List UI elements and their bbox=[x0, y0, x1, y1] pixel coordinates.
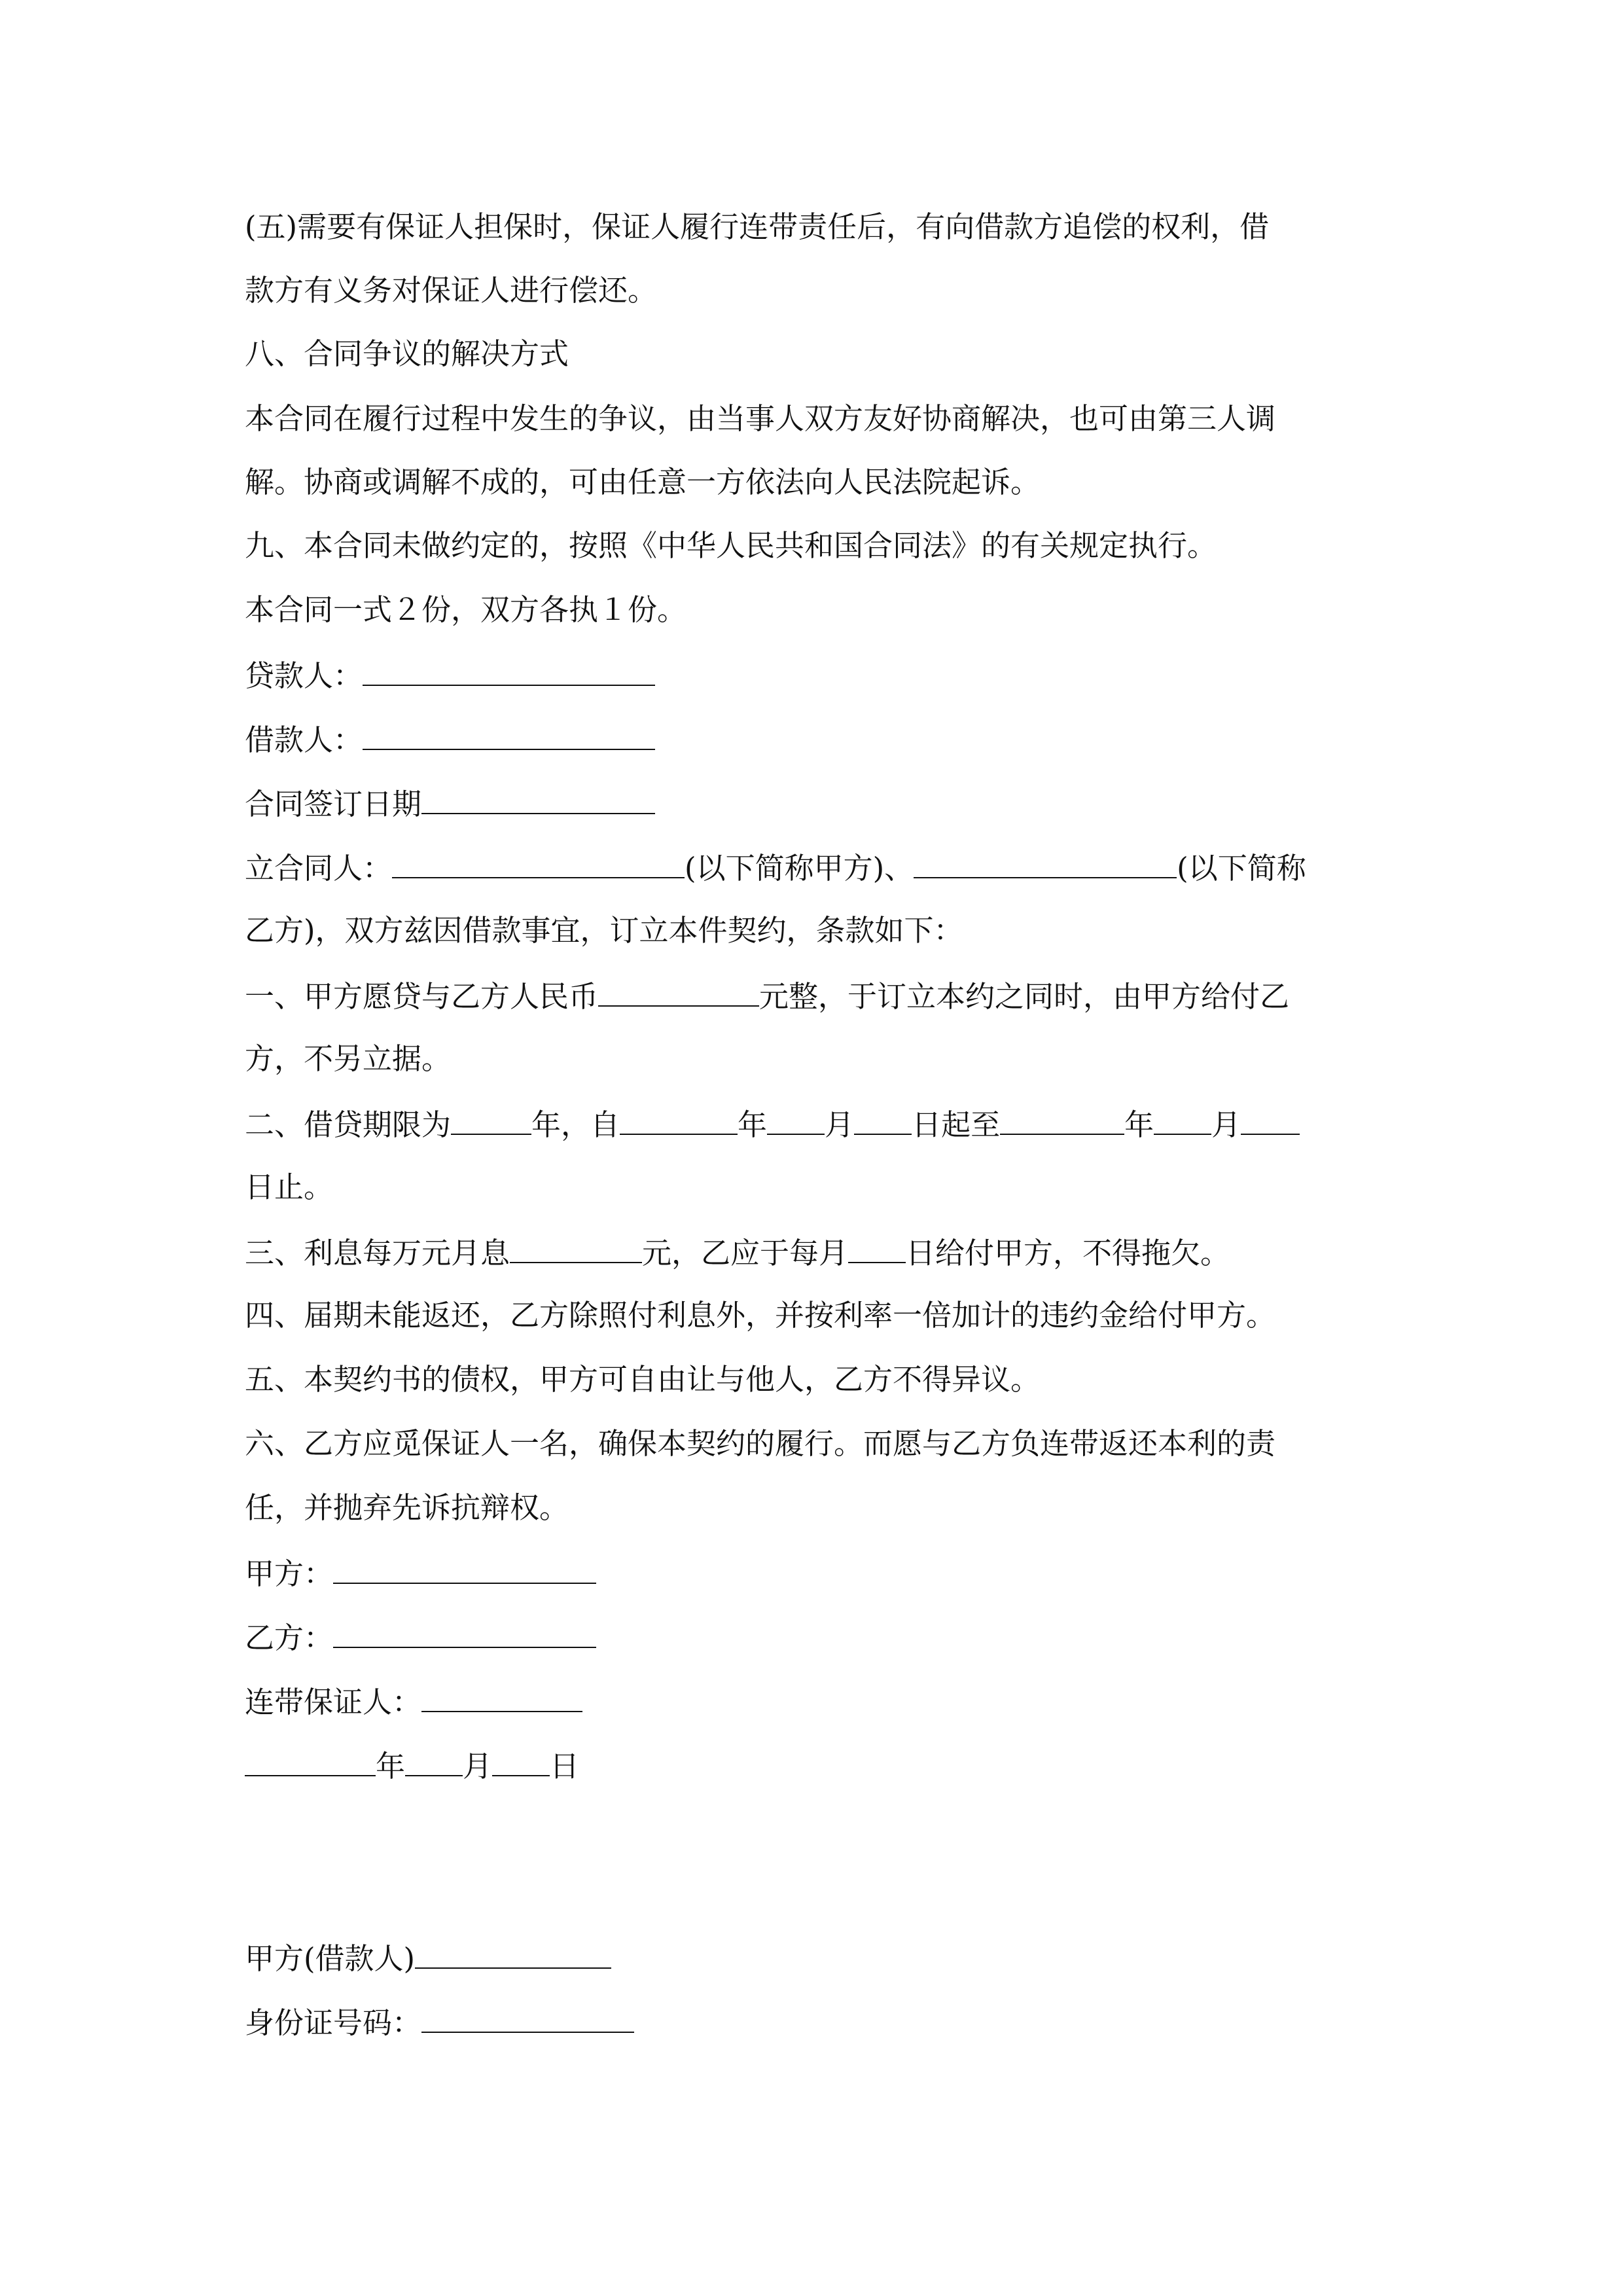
section-8-line-2 bbox=[245, 463, 1040, 502]
text: 款方有义务对保证人进行偿还。 bbox=[245, 273, 658, 308]
text: 月 bbox=[825, 1107, 855, 1142]
term-6-line-1 bbox=[245, 1424, 1275, 1463]
borrower-party-a-line bbox=[245, 1937, 611, 1977]
borrower-line bbox=[245, 719, 655, 758]
text: 三、利息每万元月息 bbox=[245, 1236, 510, 1270]
text: 乙方)，双方兹因借款事宜，订立本件契约，条款如下： bbox=[245, 913, 963, 948]
party-b-blank[interactable] bbox=[914, 847, 1177, 878]
parties-line-2 bbox=[245, 911, 963, 950]
text: (以下简称甲方)、 bbox=[685, 851, 914, 886]
text: 元整，于订立本约之同时，由甲方给付乙 bbox=[759, 979, 1290, 1014]
copies-line bbox=[245, 590, 687, 630]
end-day-blank[interactable] bbox=[1241, 1103, 1300, 1135]
text: 月 bbox=[1211, 1107, 1241, 1142]
label: 立合同人： bbox=[245, 851, 393, 886]
party-a-sign-line bbox=[245, 1552, 596, 1592]
label: 甲方： bbox=[245, 1556, 334, 1591]
text: (以下简称 bbox=[1177, 851, 1306, 886]
text: 六、乙方应觅保证人一名，确保本契约的履行。而愿与乙方负连带返还本利的责 bbox=[245, 1426, 1276, 1461]
text: 元，乙应于每月 bbox=[642, 1236, 849, 1270]
clause-5-line-2 bbox=[245, 271, 657, 310]
id-number-line bbox=[245, 2001, 634, 2041]
term-6-line-2 bbox=[245, 1488, 569, 1528]
id-number-blank[interactable] bbox=[421, 2001, 634, 2033]
label: 甲方(借款人) bbox=[245, 1941, 416, 1976]
text: 本合同一式２份，双方各执１份。 bbox=[245, 592, 687, 627]
amount-blank[interactable] bbox=[598, 975, 759, 1007]
end-year-blank[interactable] bbox=[1000, 1103, 1124, 1135]
section-9-line bbox=[245, 526, 1217, 565]
borrower-party-a-blank[interactable] bbox=[415, 1937, 611, 1969]
label: 身份证号码： bbox=[245, 2005, 422, 2040]
label: 贷款人： bbox=[245, 658, 363, 693]
guarantor-blank[interactable] bbox=[421, 1681, 582, 1712]
term-1-line-1 bbox=[245, 975, 1289, 1014]
date-line bbox=[245, 1745, 579, 1784]
sign-date-line bbox=[245, 783, 655, 822]
term-1-line-2 bbox=[245, 1039, 451, 1079]
text: 九、本合同未做约定的，按照《中华人民共和国合同法》的有关规定执行。 bbox=[245, 528, 1217, 563]
text: 八、合同争议的解决方式 bbox=[245, 336, 569, 371]
label: 乙方： bbox=[245, 1621, 334, 1655]
text: 四、届期未能返还，乙方除照付利息外，并按利率一倍加计的违约金给付甲方。 bbox=[245, 1298, 1276, 1333]
lender-line bbox=[245, 655, 655, 694]
party-a-sign-blank[interactable] bbox=[333, 1552, 596, 1584]
party-b-sign-blank[interactable] bbox=[333, 1617, 596, 1648]
text: 解。协商或调解不成的，可由任意一方依法向人民法院起诉。 bbox=[245, 465, 1041, 499]
pay-day-blank[interactable] bbox=[848, 1232, 906, 1263]
clause-5-line-1 bbox=[245, 207, 1269, 247]
text: 月 bbox=[463, 1749, 493, 1784]
lender-blank[interactable] bbox=[363, 655, 655, 686]
text: 日起至 bbox=[912, 1107, 1001, 1142]
years-blank[interactable] bbox=[451, 1103, 531, 1135]
guarantor-line bbox=[245, 1681, 582, 1720]
term-3-line bbox=[245, 1232, 1230, 1271]
date-day-blank[interactable] bbox=[492, 1745, 550, 1776]
text: 年 bbox=[376, 1749, 406, 1784]
sign-date-blank[interactable] bbox=[421, 783, 655, 814]
start-month-blank[interactable] bbox=[767, 1103, 825, 1135]
party-b-sign-line bbox=[245, 1617, 596, 1656]
label: 连带保证人： bbox=[245, 1685, 422, 1719]
start-day-blank[interactable] bbox=[854, 1103, 912, 1135]
text: 年，自 bbox=[531, 1107, 620, 1142]
text: 本合同在履行过程中发生的争议，由当事人双方友好协商解决，也可由第三人调 bbox=[245, 401, 1276, 436]
text: 日给付甲方，不得拖欠。 bbox=[906, 1236, 1230, 1270]
text: 日止。 bbox=[245, 1170, 334, 1204]
text: 五、本契约书的债权，甲方可自由让与他人，乙方不得异议。 bbox=[245, 1362, 1041, 1397]
party-a-blank[interactable] bbox=[392, 847, 685, 878]
start-year-blank[interactable] bbox=[620, 1103, 738, 1135]
section-8-heading bbox=[245, 334, 569, 374]
date-year-blank[interactable] bbox=[245, 1745, 376, 1776]
text: 任，并抛弃先诉抗辩权。 bbox=[245, 1490, 569, 1525]
end-month-blank[interactable] bbox=[1154, 1103, 1211, 1135]
text: 一、甲方愿贷与乙方人民币 bbox=[245, 979, 599, 1014]
term-4-line bbox=[245, 1296, 1275, 1335]
borrower-blank[interactable] bbox=[363, 719, 655, 750]
label: 合同签订日期 bbox=[245, 787, 422, 821]
text: 年 bbox=[738, 1107, 768, 1142]
term-2-line-1 bbox=[245, 1103, 1300, 1143]
parties-line-1 bbox=[245, 847, 1306, 886]
text: 二、借贷期限为 bbox=[245, 1107, 452, 1142]
interest-blank[interactable] bbox=[510, 1232, 642, 1263]
date-month-blank[interactable] bbox=[405, 1745, 463, 1776]
text: (五)需要有保证人担保时，保证人履行连带责任后，有向借款方追偿的权利，借 bbox=[245, 209, 1270, 244]
text: 方，不另立据。 bbox=[245, 1041, 452, 1076]
label: 借款人： bbox=[245, 723, 363, 757]
text: 日 bbox=[550, 1749, 580, 1784]
term-2-line-2 bbox=[245, 1168, 333, 1207]
term-5-line bbox=[245, 1360, 1040, 1399]
text: 年 bbox=[1124, 1107, 1154, 1142]
section-8-line-1 bbox=[245, 399, 1275, 439]
